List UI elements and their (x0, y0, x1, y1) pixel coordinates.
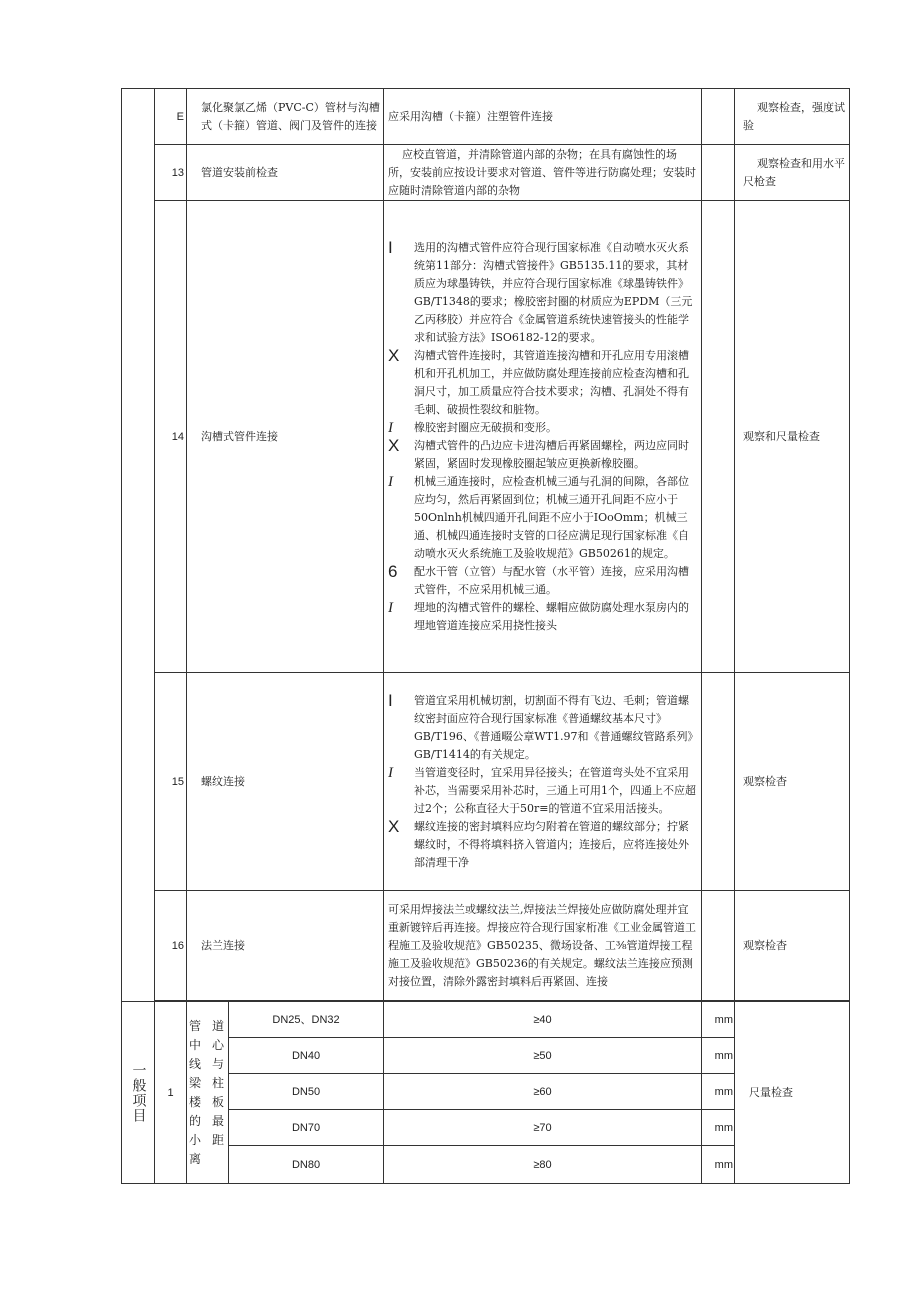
requirement-text: 可采用焊接法兰或螺纹法兰,焊接法兰焊接处应做防腐处理并宜重新镀锌后再连接。焊接应符合现行国家桁准《工业金属管道工程施工及验收规范》GB50235、微场设备、工⅜管道焊接工程施工及验收规范》GB50236的有关规定。螺纹法兰连接应预测对接位置，清除外露密封填料后再紧固、连接 (384, 891, 702, 1001)
inspection-table (121, 88, 850, 1184)
unit-cell (702, 891, 735, 1001)
size-value: ≥70 (384, 1110, 702, 1146)
row-number: 15 (155, 673, 187, 891)
inspection-method: 观察检查，强度试验 (735, 89, 850, 145)
row-number: 16 (155, 891, 187, 1001)
main-category-cell (122, 89, 155, 1002)
list-marker: I (388, 690, 393, 710)
item-name: 管道中心线与梁柱楼板的最小距离 (187, 1002, 229, 1184)
inspection-method: 观察和尺量检查 (735, 201, 850, 673)
item-name: 氯化聚氯乙烯（PVC-C）管材与沟槽式（卡箍）管道、阀门及管件的连接 (187, 89, 384, 145)
list-marker: X (388, 345, 400, 365)
category-label: 一般项目 (122, 1002, 155, 1184)
unit-cell: mm (702, 1110, 735, 1146)
table-row (122, 1002, 850, 1038)
list-text: 沟槽式管件的凸边应卡进沟槽后再紧固螺栓，两边应同时紧固，紧固时发现橡胶圈起皱应更换新橡胶圈。 (414, 438, 689, 470)
row-number: 13 (155, 145, 187, 201)
requirement-list (384, 673, 702, 891)
unit-cell: mm (702, 1038, 735, 1074)
table-row (122, 201, 850, 673)
inspection-method: 观察检查和用水平尺枪查 (735, 145, 850, 201)
inspection-method: 观察检杳 (735, 673, 850, 891)
list-text: 机械三通连接时，应检查机械三通与孔洞的间隙，各部位应均匀，然后再紧固到位；机械三通开孔间距不应小于50Onlnh机械四通开孔间距不应小于IOoOmm；机械三通、机械四通连接时支管的口径应满足现行国家标准《自动喷水灭火系统施工及验收规范》GB50261的规定。 (414, 474, 689, 560)
list-item (388, 419, 697, 437)
size-value: ≥50 (384, 1038, 702, 1074)
size-label: DN50 (229, 1074, 384, 1110)
size-label: DN80 (229, 1146, 384, 1184)
size-label: DN70 (229, 1110, 384, 1146)
requirement-text: 应校直管道，并清除管道内部的杂物；在具有腐蚀性的场所，安装前应按设计要求对管道、管件等进行防腐处理；安装时应随时清除管道内部的杂物 (384, 145, 702, 201)
item-name: 螺纹连接 (187, 673, 384, 891)
list-marker: I (388, 764, 393, 781)
list-item (388, 347, 697, 419)
list-item (388, 599, 697, 635)
list-item (388, 764, 697, 818)
row-number: E (155, 89, 187, 145)
list-text: 埋地的沟槽式管件的螺栓、螺帽应做防腐处理水泵房内的埋地管道连接应采用挠性接头 (414, 600, 689, 632)
list-marker: I (388, 419, 393, 436)
inspection-method: 观察检杳 (735, 891, 850, 1001)
list-text: 管道宜采用机械切割，切割面不得有飞边、毛刺；管道螺纹密封面应符合现行国家标准《普通螺纹基本尺寸》GB/T196、《普通畷公章WT1.97和《普通螺纹管路系列》GB/T1414的有关规定。 (414, 693, 694, 761)
table-row (122, 89, 850, 145)
list-text: 当管道变径时，宜采用异径接头；在管道弯头处不宜采用补芯，当需要采用补芯时，三通上可用1个，四通上不应超过2个；公称直径大于50r≡的管道不宜采用活接头。 (414, 765, 696, 815)
list-marker: I (388, 599, 393, 616)
list-marker: I (388, 473, 393, 490)
unit-cell (702, 145, 735, 201)
unit-cell (702, 673, 735, 891)
list-text: 螺纹连接的密封填料应均匀附着在管道的螺纹部分；拧紧螺纹时，不得将填料挤入管道内；连接后，应将连接处外部清理干净 (414, 819, 689, 869)
list-text: 配水干管（立管）与配水管（水平管）连接，应采用沟槽式管件，不应采用机械三通。 (414, 564, 689, 596)
list-marker: X (388, 435, 400, 455)
size-label: DN25、DN32 (229, 1002, 384, 1038)
unit-cell: mm (702, 1146, 735, 1184)
row-number: 1 (155, 1002, 187, 1184)
table-row (122, 145, 850, 201)
size-value: ≥40 (384, 1002, 702, 1038)
list-marker: 6 (388, 561, 398, 581)
item-name: 管道安装前检查 (187, 145, 384, 201)
list-marker: I (388, 237, 393, 257)
item-name: 法兰连接 (187, 891, 384, 1001)
list-text: 选用的沟槽式管件应符合现行国家标准《自动喷水灭火系统第11部分：沟槽式管接件》GB5135.11的要求，其材质应为球墨铸铁，并应符合现行国家标准《球墨铸铁件》GB/T1348的要求；橡胶密封圈的材质应为EPDM（三元乙丙移胶）并应符合《金属管道系统快速管接头的性能学求和试验方法》ISO6182-12的要求。 (414, 240, 693, 344)
table-row (122, 673, 850, 891)
list-item (388, 563, 697, 599)
unit-cell: mm (702, 1074, 735, 1110)
list-text: 橡胶密封圈应无破损和变形。 (414, 420, 557, 434)
requirement-text: 应采用沟槽（卡箍）注塑管件连接 (384, 89, 702, 145)
unit-cell: mm (702, 1002, 735, 1038)
unit-cell (702, 201, 735, 673)
unit-cell (702, 89, 735, 145)
requirement-list (384, 201, 702, 673)
table-row (122, 891, 850, 1001)
list-item (388, 239, 697, 347)
list-text: 沟槽式管件连接时，其管道连接沟槽和开孔应用专用滚槽机和开孔机加工，并应做防腐处理连接前应检查沟槽和孔洞尺寸，加工质量应符合技术要求；沟槽、孔洞处不得有毛刺、破损性裂纹和脏物。 (414, 348, 689, 416)
list-marker: X (388, 816, 400, 836)
list-item (388, 473, 697, 563)
size-value: ≥60 (384, 1074, 702, 1110)
size-label: DN40 (229, 1038, 384, 1074)
list-item (388, 437, 697, 473)
list-item (388, 818, 697, 872)
row-number: 14 (155, 201, 187, 673)
item-name: 沟槽式管件连接 (187, 201, 384, 673)
size-value: ≥80 (384, 1146, 702, 1184)
inspection-method: 尺量检查 (735, 1002, 850, 1184)
list-item (388, 692, 697, 764)
